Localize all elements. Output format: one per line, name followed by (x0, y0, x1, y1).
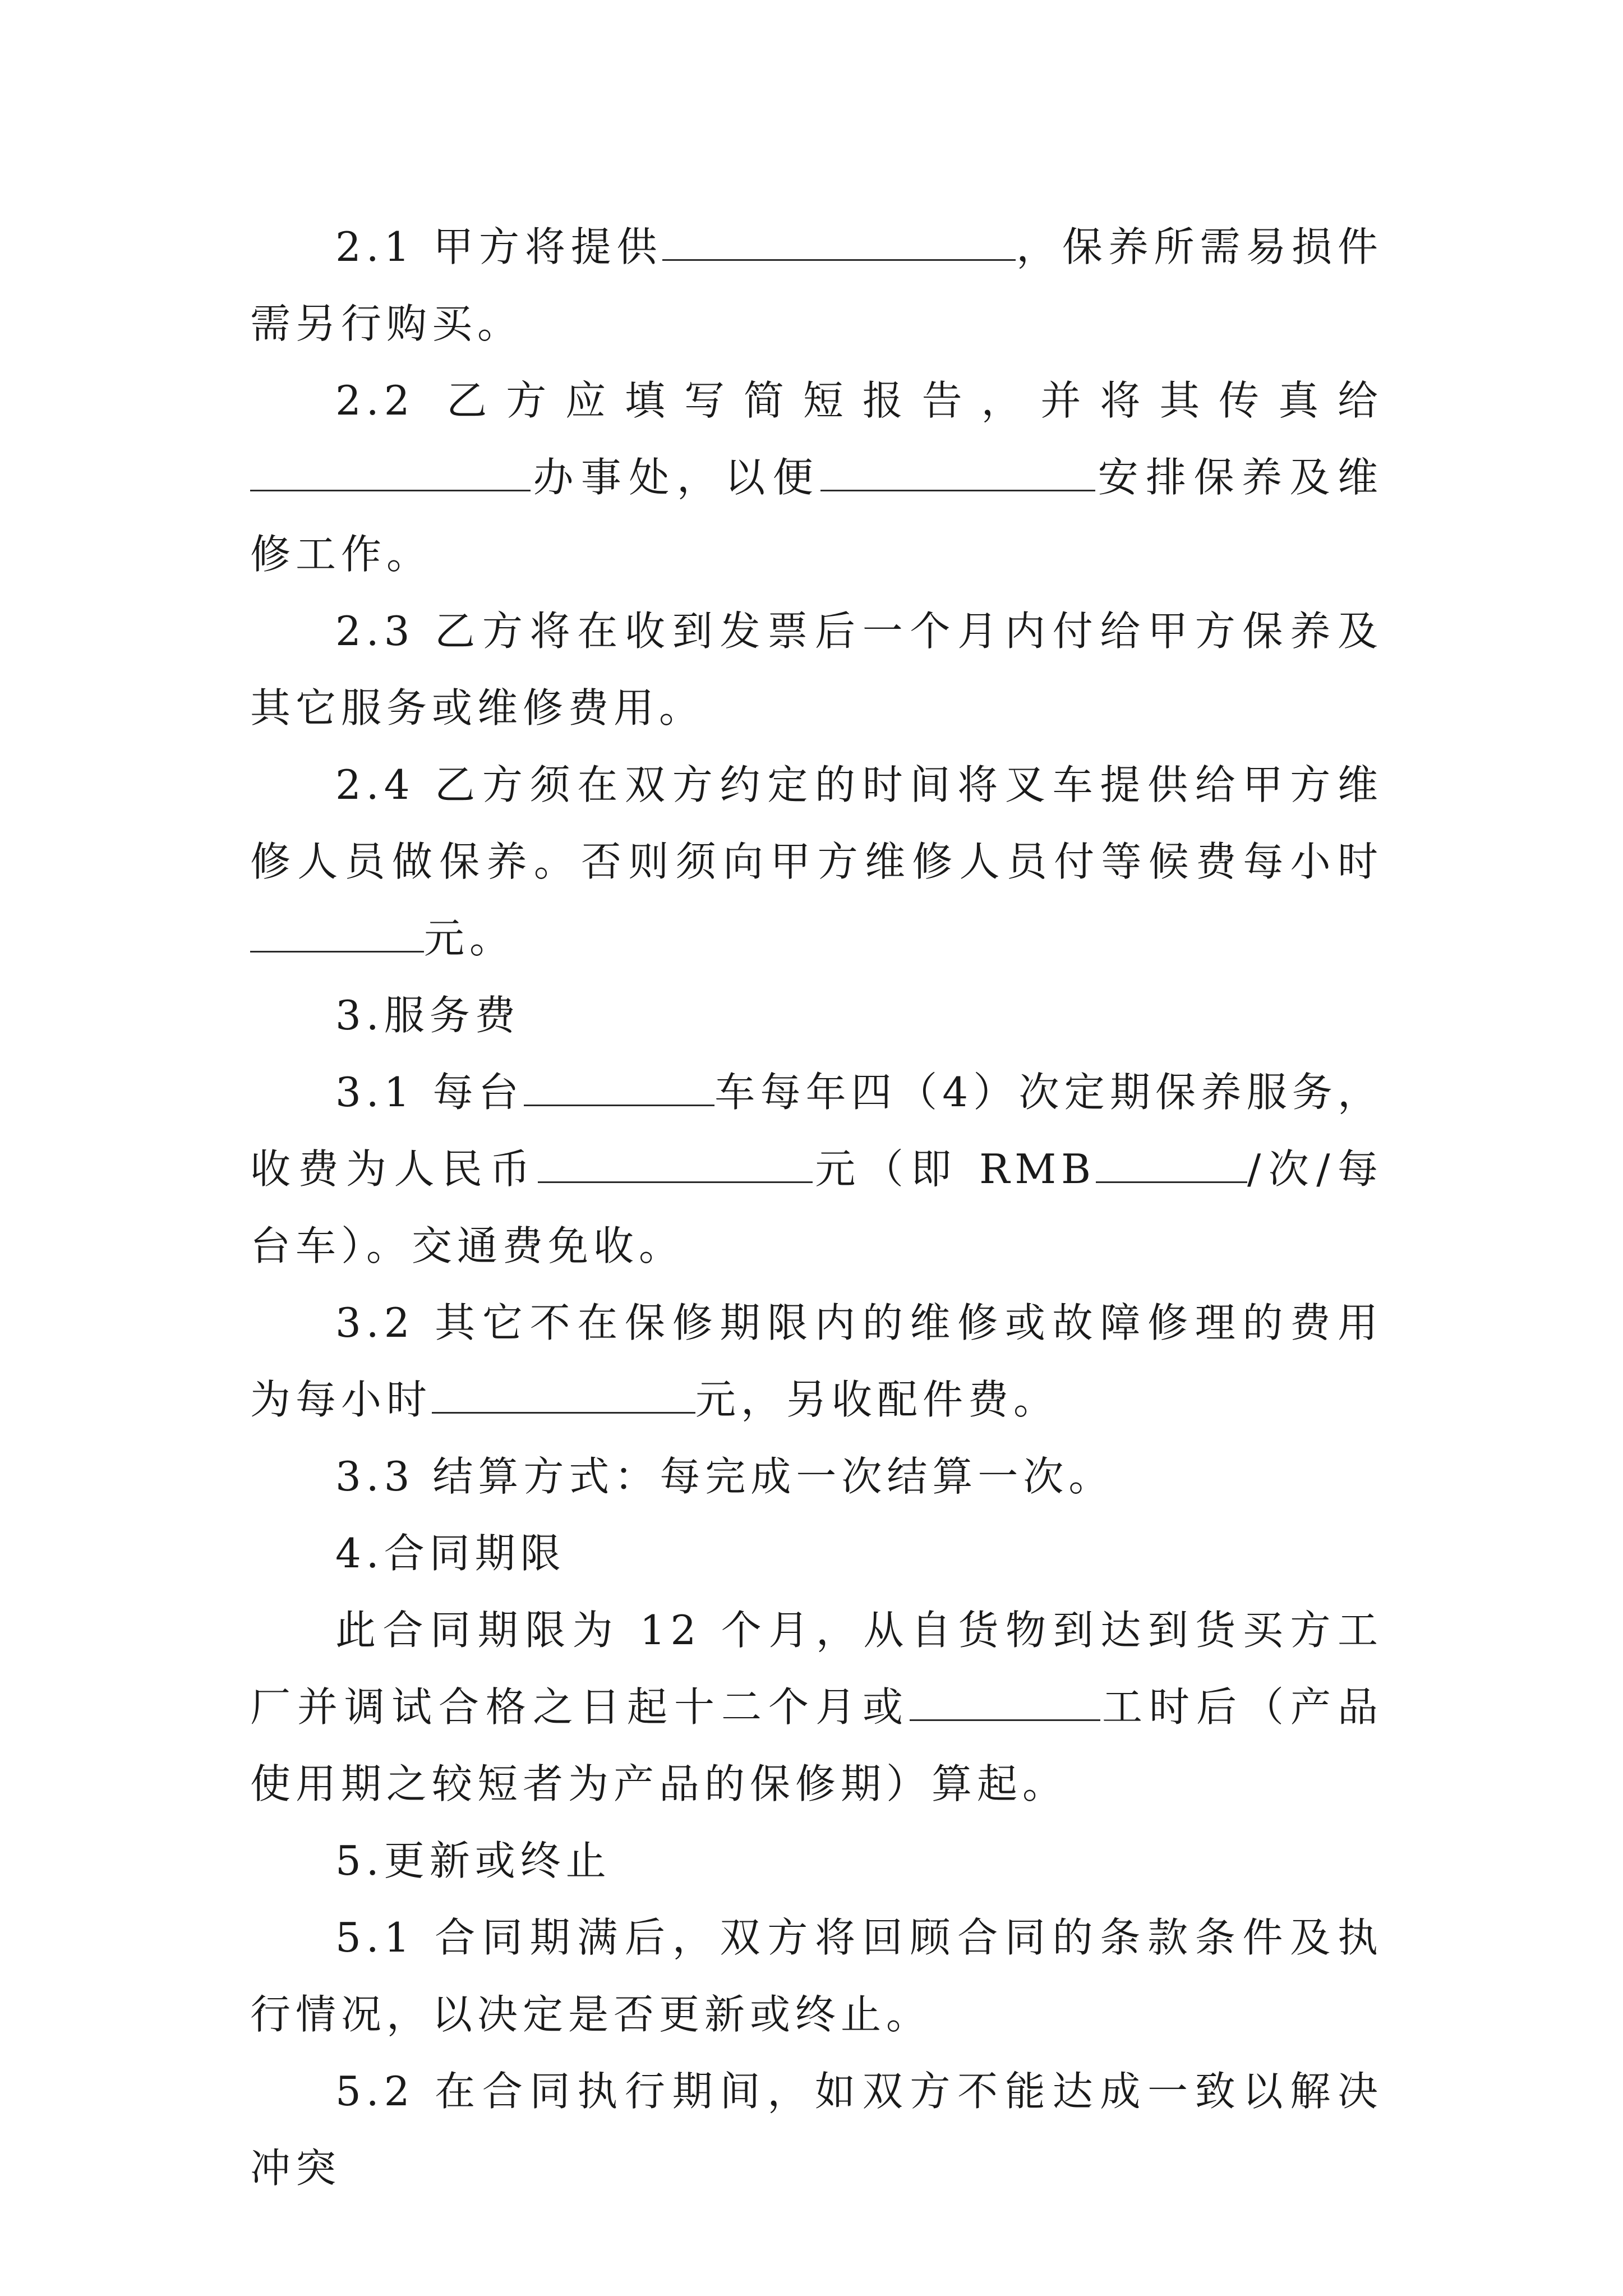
clause-2-2 (250, 362, 1383, 593)
clause-3-2 (250, 1285, 1383, 1438)
clause-3-3-text: 3.3 结算方式：每完成一次结算一次。 (335, 1453, 1114, 1500)
clause-2-2-text-b: 办事处，以便 (531, 454, 821, 501)
clause-3-3 (250, 1438, 1383, 1515)
clause-2-3 (250, 593, 1383, 747)
section-4-heading (250, 1515, 1383, 1592)
clause-3-1 (250, 1054, 1383, 1285)
document-page (250, 209, 1383, 2207)
clause-2-1-text-b: ，保养所需易损件需另行购买。 (250, 223, 1383, 347)
fill-blank (432, 1373, 695, 1414)
clause-2-1 (250, 209, 1383, 362)
clause-5-2 (250, 2053, 1383, 2207)
clause-5-1-text: 5.1 合同期满后，双方将回顾合同的条款条件及执行情况，以决定是否更新或终止。 (250, 1914, 1383, 2038)
clause-4-text-a: 此合同期限为 12 个月，从自货物到达到货买方工厂并调试合格之日起十二个月或 (250, 1607, 1383, 1731)
clause-4-text-b: 工时后（产品使用期之较短者为产品的保修期）算起。 (250, 1683, 1383, 1807)
section-5-heading (250, 1823, 1383, 1899)
fill-blank (662, 220, 1016, 261)
fill-blank (250, 450, 531, 491)
clause-5-1 (250, 1899, 1383, 2053)
fill-blank (1096, 1142, 1247, 1183)
clause-5-2-text: 5.2 在合同执行期间，如双方不能达成一致以解决冲突 (250, 2068, 1383, 2192)
clause-2-4 (250, 747, 1383, 977)
clause-3-1-text-d: /次/每台车）。交通费免收。 (250, 1145, 1383, 1269)
clause-4 (250, 1592, 1383, 1823)
fill-blank (910, 1680, 1100, 1721)
clause-2-3-text: 2.3 乙方将在收到发票后一个月内付给甲方保养及其它服务或维修费用。 (250, 608, 1383, 731)
clause-2-2-text-a: 2.2 乙方应填写简短报告，并将其传真给 (335, 377, 1383, 424)
clause-2-4-text-a: 2.4 乙方须在双方约定的时间将叉车提供给甲方维修人员做保养。否则须向甲方维修人员付等候费每小时 (250, 761, 1383, 885)
clause-3-2-text-b: 元，另收配件费。 (695, 1376, 1059, 1423)
section-3-heading (250, 977, 1383, 1054)
clause-3-1-text-a: 3.1 每台 (335, 1069, 524, 1116)
section-3-heading-text: 3.服务费 (335, 992, 520, 1039)
clause-2-1-text-a: 2.1 甲方将提供 (335, 223, 663, 270)
fill-blank (820, 450, 1095, 491)
fill-blank (524, 1065, 714, 1106)
clause-3-1-text-b: 车每年四（4）次定期保养服务，收费为人民币 (250, 1069, 1383, 1193)
clause-3-2-text-a: 3.2 其它不在保修期限内的维修或故障修理的费用为每小时 (250, 1299, 1383, 1423)
clause-2-2-text-c: 安排保养及维修工作。 (250, 454, 1383, 578)
section-5-heading-text: 5.更新或终止 (335, 1837, 611, 1884)
fill-blank (538, 1142, 813, 1183)
section-4-heading-text: 4.合同期限 (335, 1530, 566, 1577)
clause-2-4-text-b: 元。 (424, 915, 515, 962)
clause-3-1-text-c: 元（即 RMB (812, 1145, 1096, 1193)
fill-blank (250, 912, 424, 953)
